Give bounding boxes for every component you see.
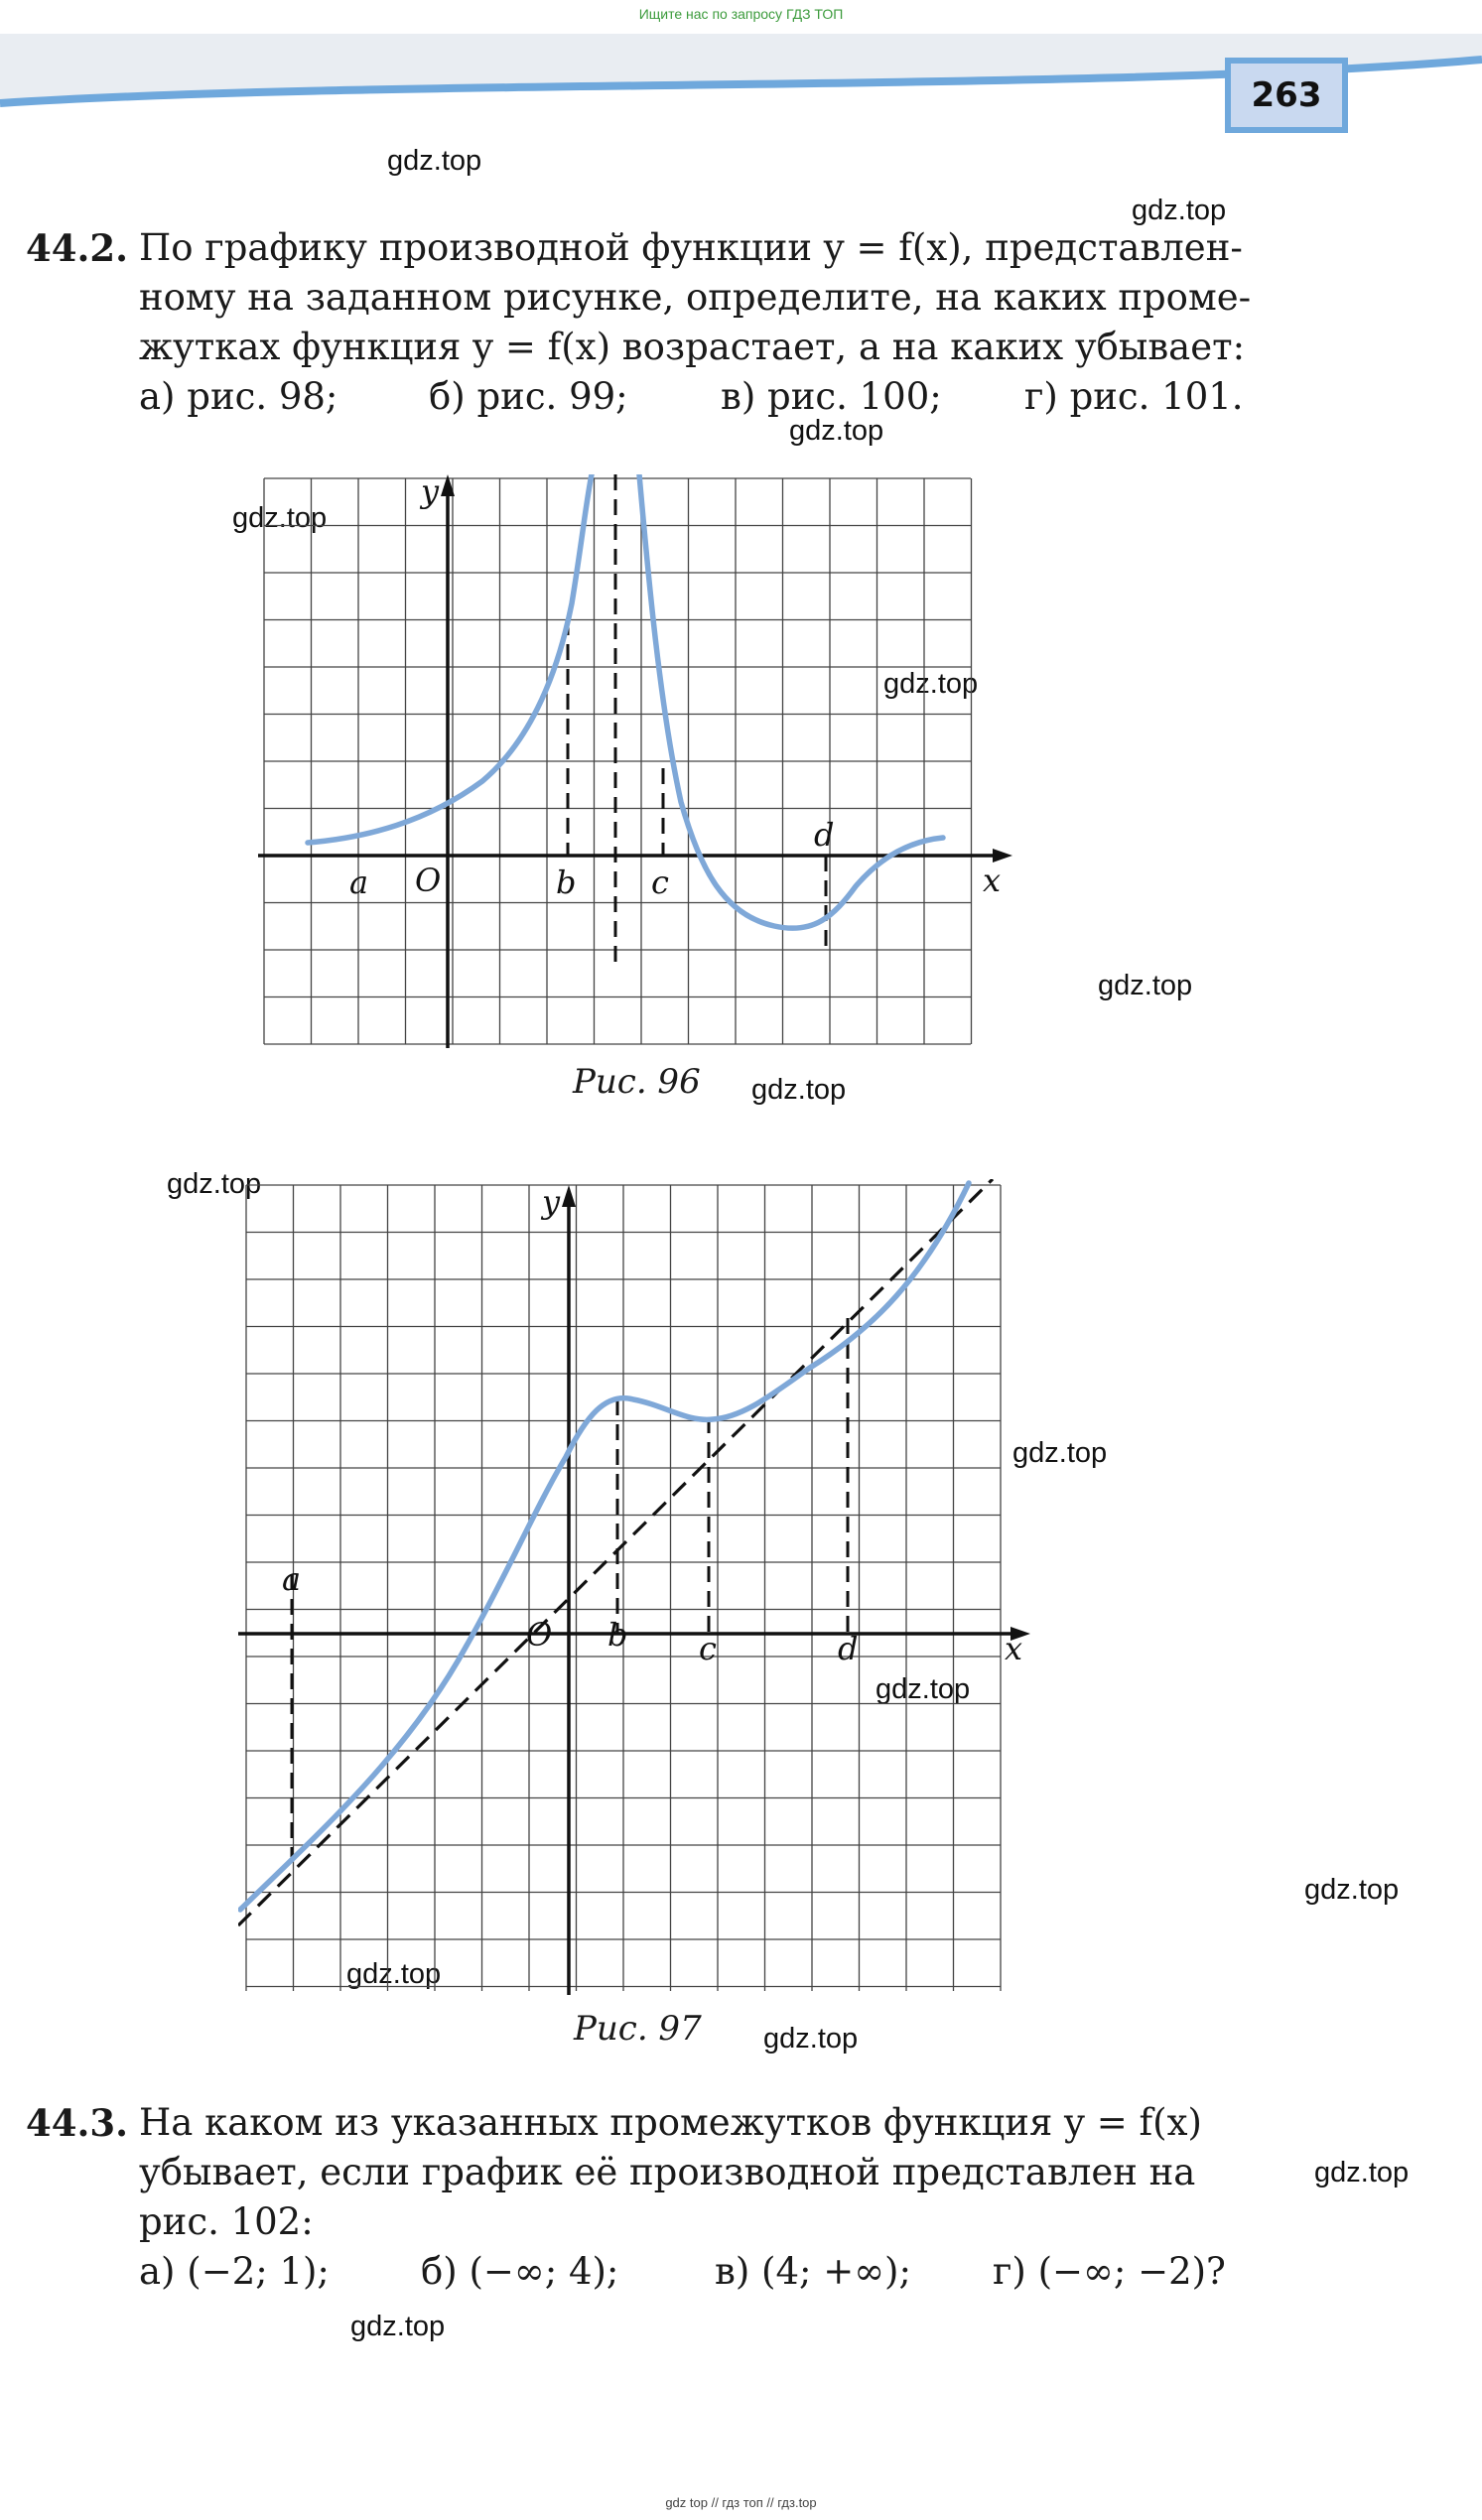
figure-96-origin-label: O xyxy=(415,862,442,899)
figure-96-point-d: d xyxy=(814,816,835,854)
problem-44-3-line-3: рис. 102: xyxy=(139,2200,314,2243)
watermark: gdz.top xyxy=(346,1958,442,1990)
problem-44-3-line-1: На каком из указанных промежутков функция y = f(x) xyxy=(139,2101,1202,2144)
watermark: gdz.top xyxy=(232,502,328,534)
watermark: gdz.top xyxy=(789,415,884,447)
figure-96-derivative-curve xyxy=(308,474,943,928)
watermark: gdz.top xyxy=(1098,970,1193,1001)
problem-44-2-option-b: б) рис. 99; xyxy=(429,375,628,418)
watermark: gdz.top xyxy=(883,668,979,700)
figure-97-point-b: b xyxy=(607,1616,628,1654)
problem-number-44-3: 44.3. xyxy=(26,2101,128,2145)
page-number: 263 xyxy=(1225,58,1348,133)
watermark: gdz.top xyxy=(876,1673,971,1705)
top-note: Ищите нас по запросу ГДЗ ТОП xyxy=(638,6,844,22)
watermark: gdz.top xyxy=(1132,195,1227,226)
problem-44-2-option-a: а) рис. 98; xyxy=(139,375,338,418)
figure-96-axis-x-label: x xyxy=(983,862,1002,899)
figure-97-point-a: a xyxy=(282,1560,302,1598)
watermark: gdz.top xyxy=(350,2311,446,2342)
problem-44-3-option-d: г) (−∞; −2)? xyxy=(993,2250,1226,2293)
problem-44-2-option-d: г) рис. 101. xyxy=(1024,375,1244,418)
figure-96-grid xyxy=(264,478,972,1044)
figure-96-point-b: b xyxy=(556,863,577,901)
figure-96-point-c: c xyxy=(651,863,669,901)
watermark: gdz.top xyxy=(1314,2157,1410,2188)
problem-number-44-2: 44.2. xyxy=(26,226,128,270)
problem-44-2-line-3: жутках функция y = f(x) возрастает, а на каких убывает: xyxy=(139,326,1246,368)
figure-97 xyxy=(238,1179,1032,1995)
watermark: gdz.top xyxy=(1304,1874,1400,1906)
watermark: gdz.top xyxy=(763,2023,859,2055)
footer-note: gdz top // гдз топ // гдз.top xyxy=(665,2495,817,2510)
figure-97-caption: Рис. 97 xyxy=(574,2009,702,2049)
figure-96-dashed-lines xyxy=(568,474,826,971)
problem-44-3-option-c: в) (4; +∞); xyxy=(715,2250,911,2293)
figure-97-axes xyxy=(238,1185,1030,1995)
watermark: gdz.top xyxy=(751,1074,847,1106)
figure-97-axis-x-label: x xyxy=(1005,1630,1023,1667)
figure-97-axis-y-label: y xyxy=(542,1183,561,1221)
figure-96-axis-y-label: y xyxy=(421,474,440,510)
figure-97-dashed-asymptote xyxy=(238,1179,993,1925)
problem-44-3-line-2: убывает, если график её производной представлен на xyxy=(139,2151,1196,2193)
problem-44-3-option-a: а) (−2; 1); xyxy=(139,2250,330,2293)
watermark: gdz.top xyxy=(167,1168,262,1200)
figure-96 xyxy=(258,474,1014,1048)
problem-44-2-line-1: По графику производной функции y = f(x), представлен- xyxy=(139,226,1243,269)
watermark: gdz.top xyxy=(1012,1437,1108,1469)
problem-44-2-option-c: в) рис. 100; xyxy=(721,375,942,418)
figure-96-point-a: a xyxy=(349,863,369,901)
watermark: gdz.top xyxy=(387,145,482,177)
figure-96-caption: Рис. 96 xyxy=(573,1062,701,1102)
figure-97-point-d: d xyxy=(838,1630,859,1667)
problem-44-2-line-2: ному на заданном рисунке, определите, на каких проме- xyxy=(139,276,1252,319)
problem-44-3-option-b: б) (−∞; 4); xyxy=(421,2250,619,2293)
figure-97-point-c: c xyxy=(699,1630,717,1667)
figure-97-origin-label: O xyxy=(526,1616,553,1654)
